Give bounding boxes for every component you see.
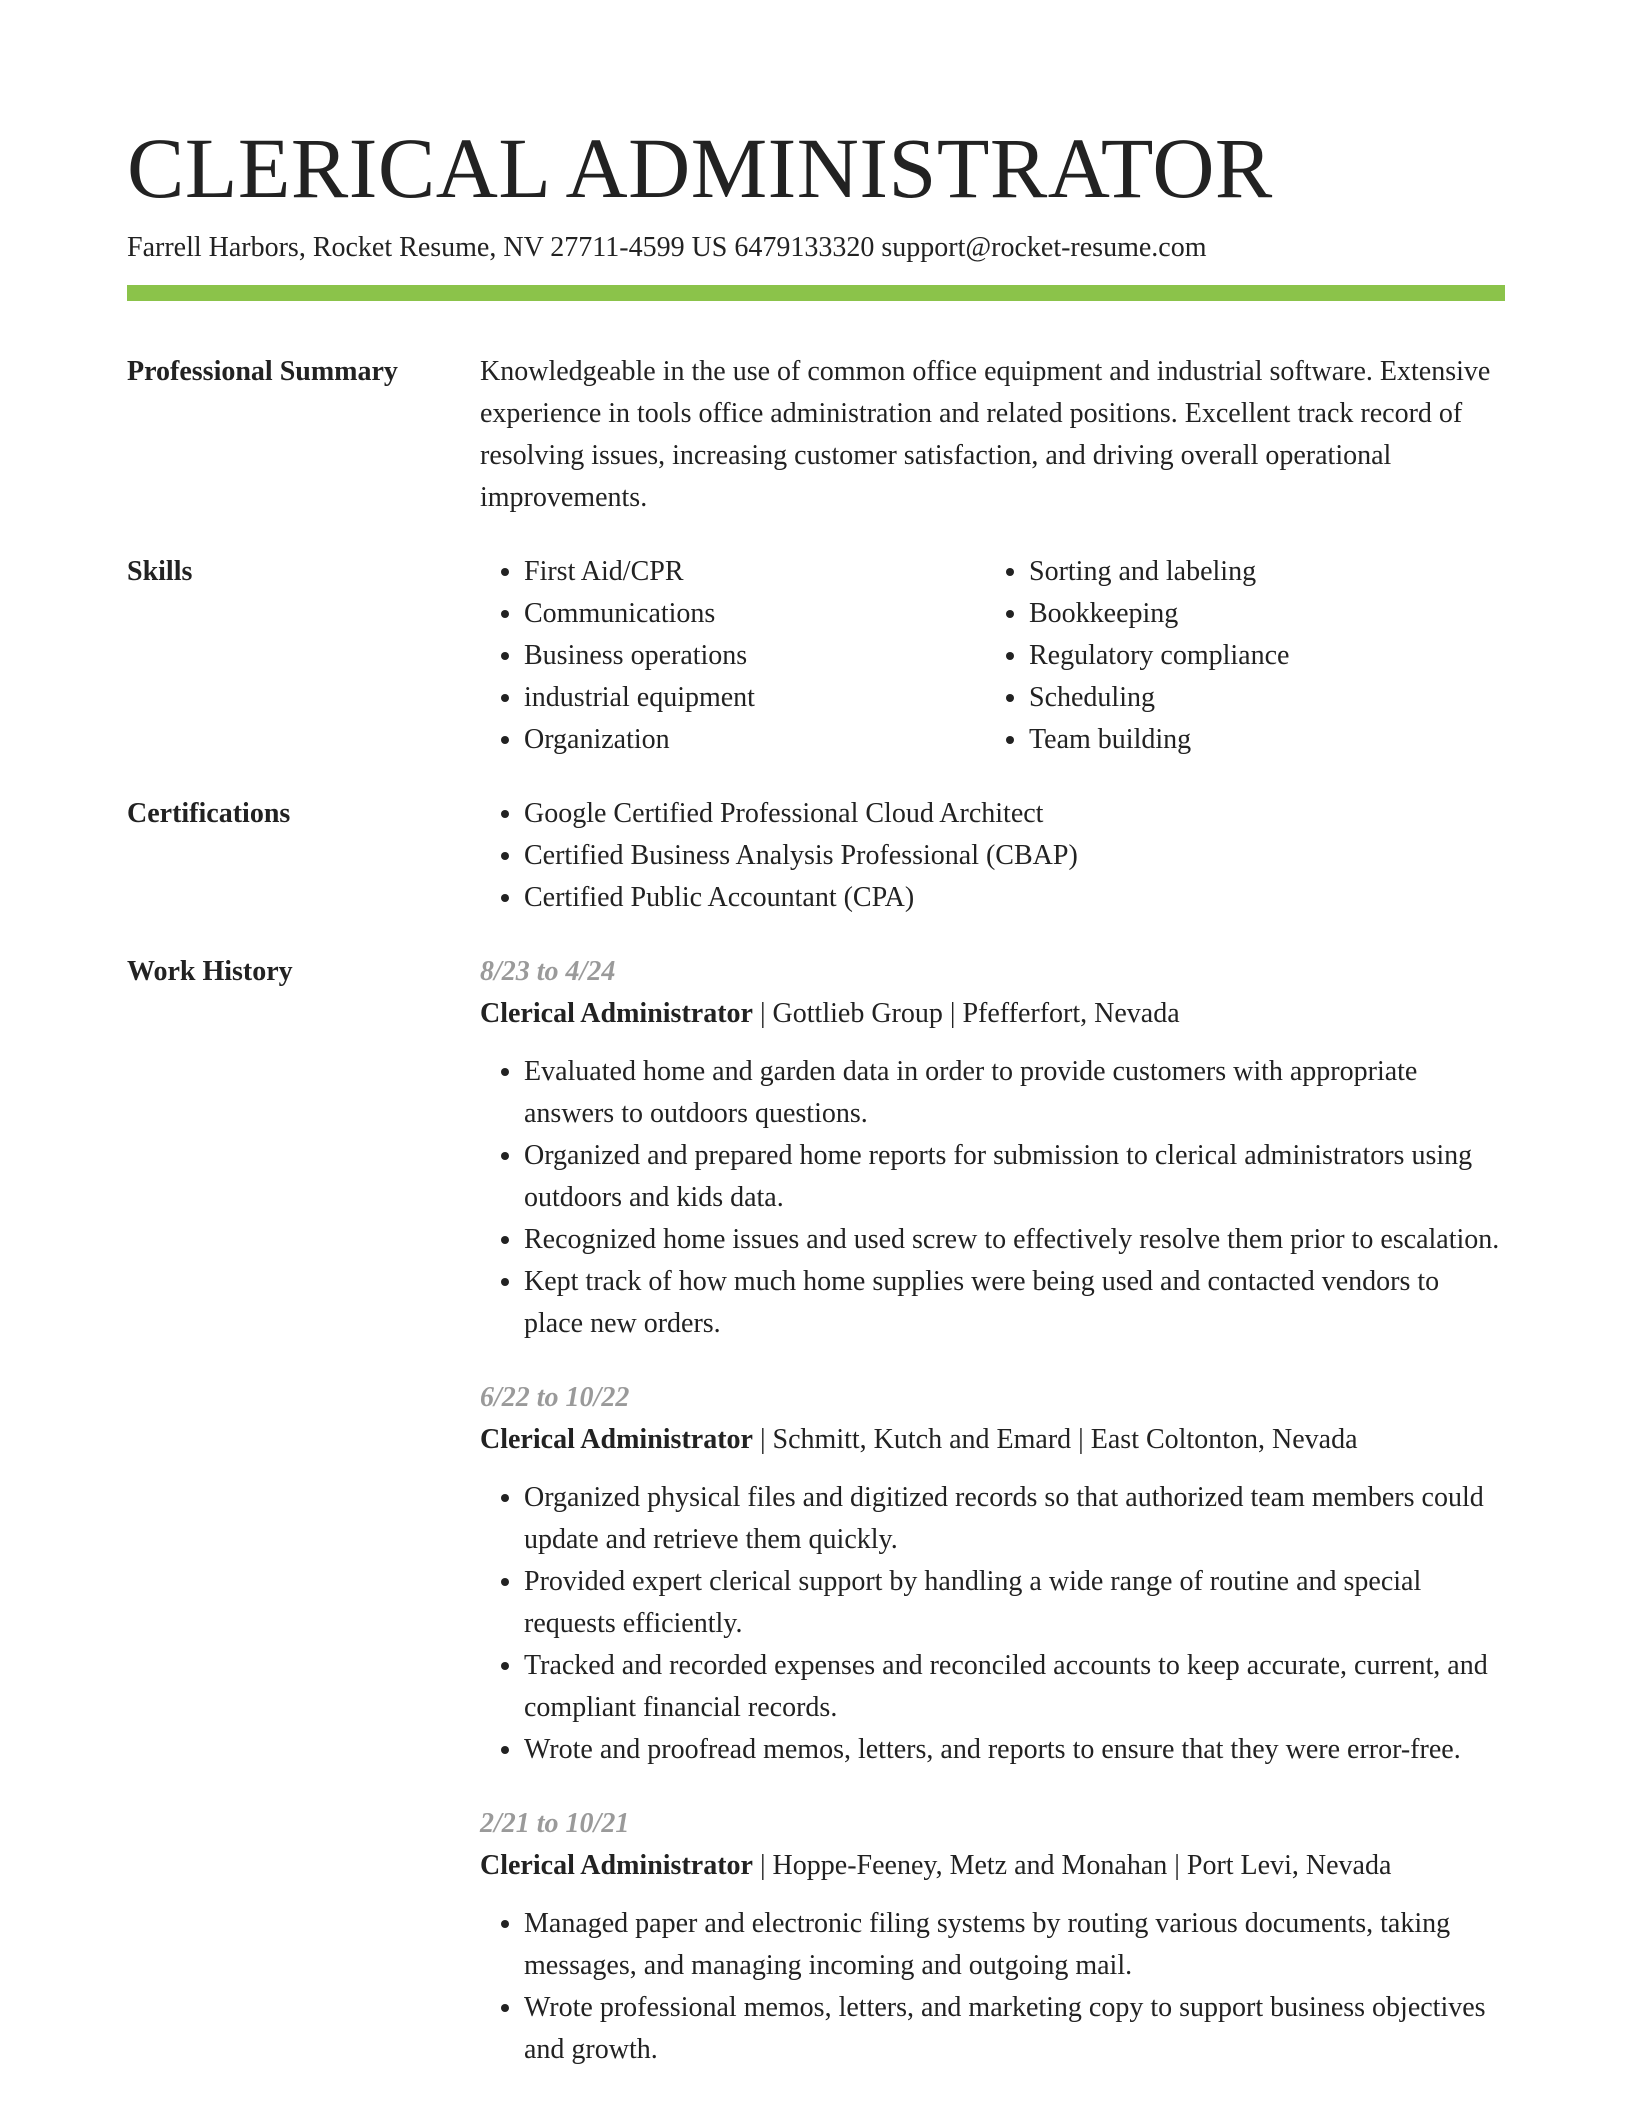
job-entry	[480, 951, 1505, 1345]
job-role-line	[480, 1419, 1505, 1461]
summary-text: Knowledgeable in the use of common office equipment and industrial software. Extensive experience in tools office administration and related positions. Excellent track record of resolving issues, increasing customer satisfaction, and driving overall operational improvements.	[480, 356, 1491, 513]
job-bullet: • Organized and prepared home reports for submission to clerical administrators using outdoors and kids data.	[524, 1135, 1505, 1219]
job-bullet: • Provided expert clerical support by handling a wide range of routine and special requests efficiently.	[524, 1561, 1505, 1645]
section-label-skills: Skills	[127, 556, 193, 587]
job-bullet: • Recognized home issues and used screw to effectively resolve them prior to escalation.	[524, 1219, 1505, 1261]
job-details: | Gottlieb Group | Pfefferfort, Nevada	[752, 998, 1180, 1029]
skill-item: • Team building	[1029, 719, 1490, 761]
job-bullets	[480, 1477, 1505, 1771]
certifications-list	[480, 793, 1505, 919]
skill-item: • Organization	[524, 719, 985, 761]
skill-item: • Communications	[524, 593, 985, 635]
certification-item: • Certified Business Analysis Professional (CBAP)	[524, 835, 1505, 877]
job-role-line	[480, 1845, 1505, 1887]
skills-list-right	[985, 551, 1490, 761]
job-bullets	[480, 1903, 1505, 2071]
resume-title: CLERICAL ADMINISTRATOR	[127, 120, 1273, 216]
job-dates: 2/21 to 10/21	[480, 1808, 630, 1839]
accent-divider	[127, 285, 1505, 301]
skill-item: • industrial equipment	[524, 677, 985, 719]
job-details: | Schmitt, Kutch and Emard | East Coltonton, Nevada	[752, 1424, 1358, 1455]
skills-column-right	[985, 551, 1490, 761]
skill-item: • Business operations	[524, 635, 985, 677]
job-bullet: • Kept track of how much home supplies were being used and contacted vendors to place new orders.	[524, 1261, 1505, 1345]
section-skills	[127, 551, 1505, 761]
section-label-work-history: Work History	[127, 956, 293, 987]
job-bullet: • Wrote and proofread memos, letters, and reports to ensure that they were error-free.	[524, 1729, 1505, 1771]
job-title: Clerical Administrator	[480, 1850, 753, 1881]
job-details: | Hoppe-Feeney, Metz and Monahan | Port Levi, Nevada	[752, 1850, 1392, 1881]
job-bullets	[480, 1051, 1505, 1345]
resume-page	[127, 118, 1505, 2071]
skill-item: • First Aid/CPR	[524, 551, 985, 593]
job-bullet: • Tracked and recorded expenses and reconciled accounts to keep accurate, current, and compliant financial records.	[524, 1645, 1505, 1729]
section-professional-summary	[127, 351, 1505, 519]
job-title: Clerical Administrator	[480, 1424, 753, 1455]
job-dates: 6/22 to 10/22	[480, 1382, 630, 1413]
section-work-history	[127, 951, 1505, 2071]
skill-item: • Regulatory compliance	[1029, 635, 1490, 677]
section-label-certifications: Certifications	[127, 798, 291, 829]
job-title: Clerical Administrator	[480, 998, 753, 1029]
job-bullet: • Wrote professional memos, letters, and marketing copy to support business objectives and growth.	[524, 1987, 1505, 2071]
certification-item: • Certified Public Accountant (CPA)	[524, 877, 1505, 919]
skill-item: • Bookkeeping	[1029, 593, 1490, 635]
section-certifications	[127, 793, 1505, 919]
certification-item: • Google Certified Professional Cloud Architect	[524, 793, 1505, 835]
job-bullet: • Organized physical files and digitized records so that authorized team members could update and retrieve them quickly.	[524, 1477, 1505, 1561]
job-bullet: • Managed paper and electronic filing systems by routing various documents, taking messages, and managing incoming and outgoing mail.	[524, 1903, 1505, 1987]
skills-column-left	[480, 551, 985, 761]
skill-item: • Scheduling	[1029, 677, 1490, 719]
skills-grid	[480, 551, 1505, 761]
job-role-line	[480, 993, 1505, 1035]
skill-item: • Sorting and labeling	[1029, 551, 1490, 593]
skills-list-left	[480, 551, 985, 761]
job-entry	[480, 1803, 1505, 2071]
job-dates: 8/23 to 4/24	[480, 956, 616, 987]
job-entry	[480, 1377, 1505, 1771]
section-label-summary: Professional Summary	[127, 356, 398, 387]
contact-line: Farrell Harbors, Rocket Resume, NV 27711-4599 US 6479133320 support@rocket-resume.com	[127, 232, 1207, 263]
job-bullet: • Evaluated home and garden data in order to provide customers with appropriate answers to outdoors questions.	[524, 1051, 1505, 1135]
